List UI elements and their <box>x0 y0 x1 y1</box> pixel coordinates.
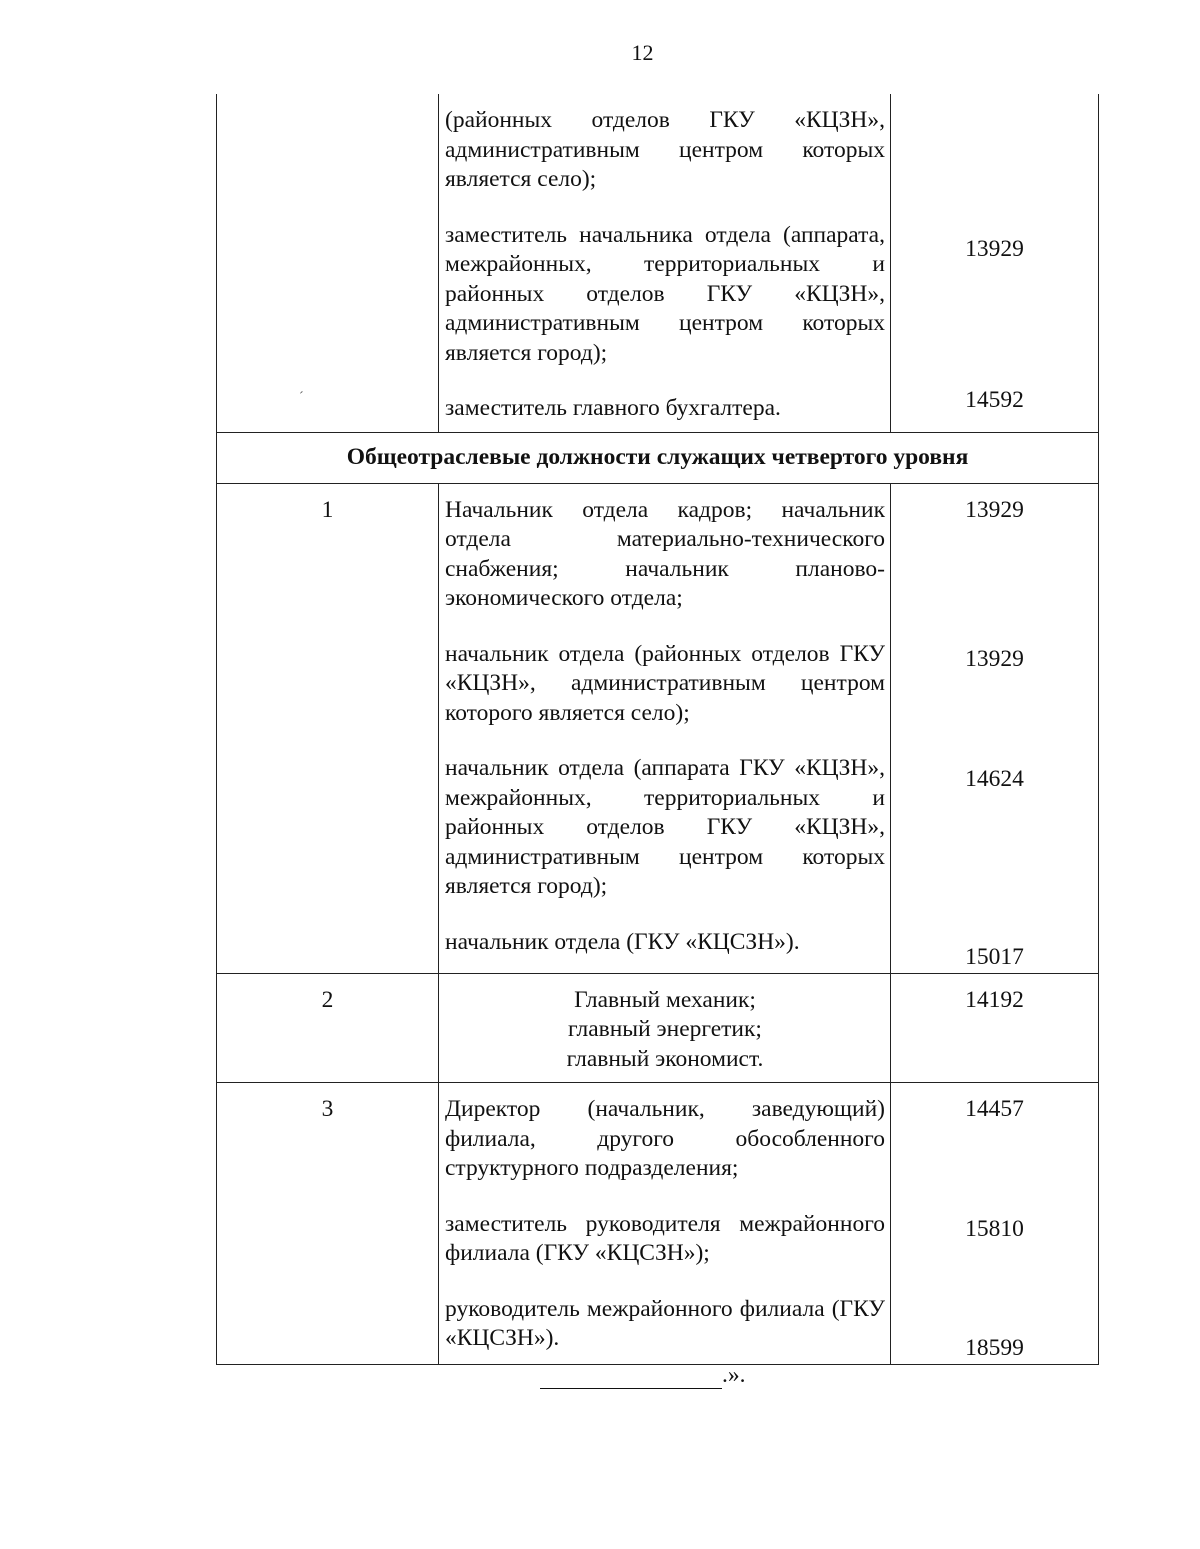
row-number: 3 <box>217 1083 439 1365</box>
row-number: 2 <box>217 973 439 1083</box>
closing-mark <box>540 1362 746 1389</box>
salary-value: 13929 <box>965 496 1024 523</box>
position-entry: начальник отдела (ГКУ «КЦСЗН»). <box>445 928 800 955</box>
row-number <box>217 94 439 432</box>
values-cell <box>891 1083 1099 1365</box>
scan-speck: ´ <box>299 390 304 405</box>
position-entry: Директор (начальник, заведующий) филиала, другого обособленного структурного подразделения; <box>445 1096 885 1181</box>
row-number: 1 <box>217 483 439 973</box>
table-row-group-2 <box>217 973 1099 1083</box>
position-entry: (районных отделов ГКУ «КЦЗН», административным центром которых является село); <box>445 107 885 192</box>
positions-cell <box>439 94 891 432</box>
section-heading: Общеотраслевые должности служащих четвертого уровня <box>217 432 1099 483</box>
salary-value: 15017 <box>965 944 1024 970</box>
salary-value: 18599 <box>965 1335 1024 1361</box>
positions-cell <box>439 1083 891 1365</box>
position-line: главный энергетик; <box>568 1016 762 1042</box>
values-cell <box>891 94 1099 432</box>
positions-cell <box>439 973 891 1083</box>
salary-value: 14624 <box>965 765 1024 792</box>
values-cell <box>891 483 1099 973</box>
salary-value: 14457 <box>965 1096 1024 1122</box>
values-cell <box>891 973 1099 1083</box>
salary-value: 15810 <box>965 1215 1024 1242</box>
position-entry: заместитель главного бухгалтера. <box>445 395 781 421</box>
salary-value: 13929 <box>965 236 1024 262</box>
salary-value: 13929 <box>965 646 1024 672</box>
position-line: Главный механик; <box>574 986 756 1013</box>
position-entry: заместитель начальника отдела (аппарата, межрайонных, территориальных и районных отделов ГКУ «КЦЗН», административным центром которых является город); <box>445 221 885 366</box>
table-row-continued <box>217 94 1099 432</box>
positions-salary-table <box>216 94 1099 1365</box>
position-entry: заместитель руководителя межрайонного филиала (ГКУ «КЦСЗН»); <box>445 1210 885 1266</box>
salary-value: 14192 <box>965 986 1024 1013</box>
table-section-row <box>217 432 1099 483</box>
position-entry <box>439 974 890 1083</box>
position-entry: начальник отдела (районных отделов ГКУ «КЦЗН», административным центром которого является село); <box>445 640 885 726</box>
closing-underline <box>540 1364 722 1389</box>
position-entry: Начальник отдела кадров; начальник отдела материально-технического снабжения; начальник планово-экономического отдела; <box>445 496 885 611</box>
page-number: 12 <box>631 40 654 65</box>
table-row-group-3 <box>217 1083 1099 1365</box>
positions-cell <box>439 483 891 973</box>
closing-quote: .». <box>722 1362 746 1388</box>
salary-value: 14592 <box>965 386 1024 413</box>
position-entry: руководитель межрайонного филиала (ГКУ «КЦСЗН»). <box>445 1295 885 1351</box>
position-entry: начальник отдела (аппарата ГКУ «КЦЗН», межрайонных, территориальных и районных отделов ГКУ «КЦЗН», административным центром которых является город); <box>445 755 885 899</box>
position-line: главный экономист. <box>566 1045 764 1072</box>
table-row-group-1 <box>217 483 1099 973</box>
